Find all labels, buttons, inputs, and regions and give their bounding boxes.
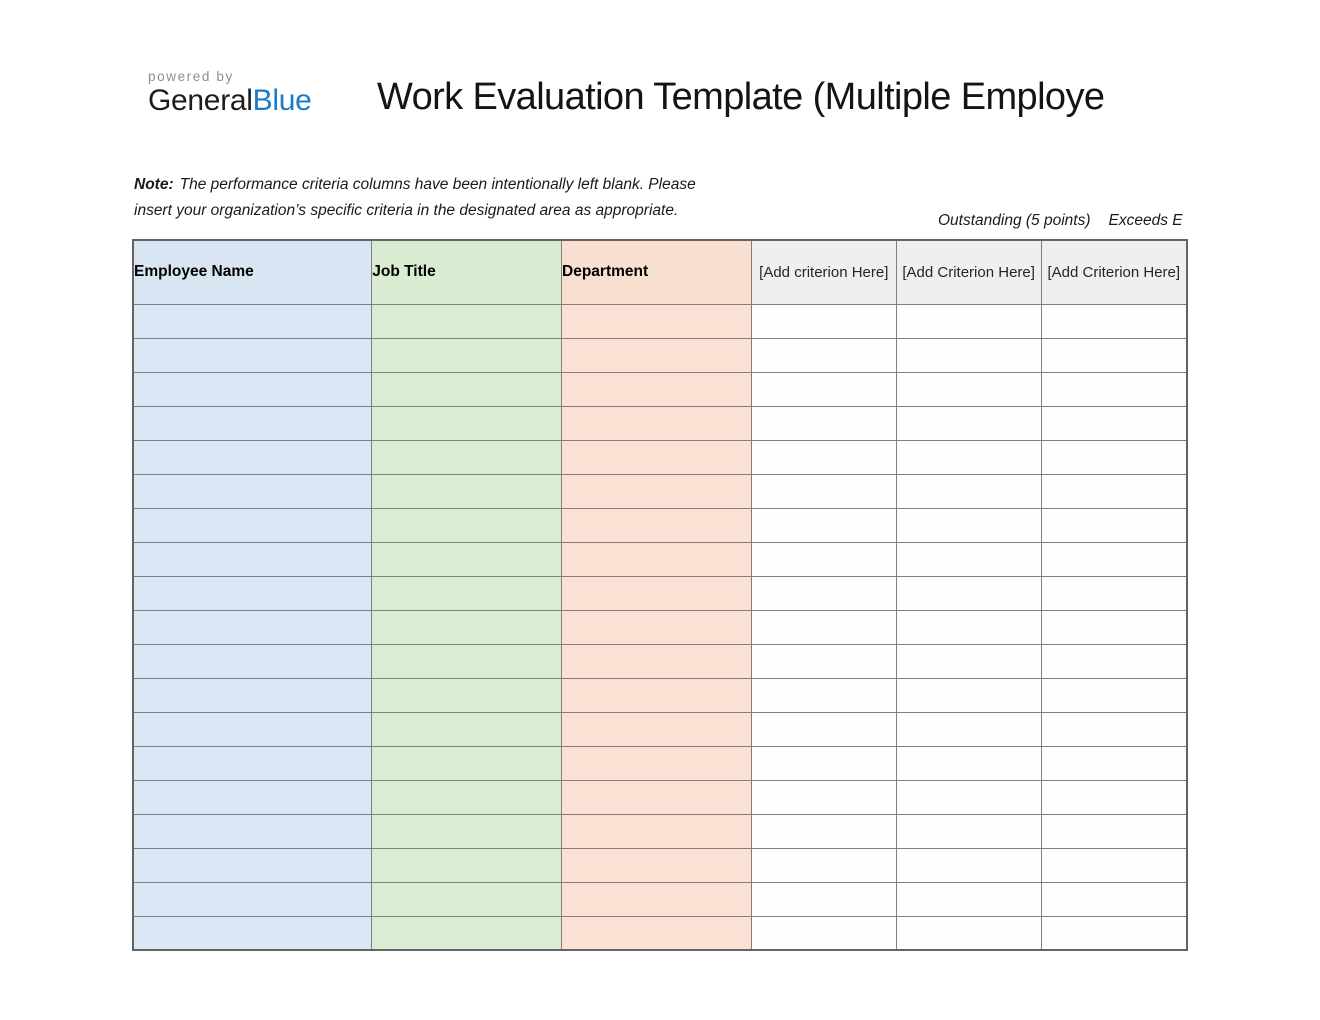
cell-employee-name[interactable] xyxy=(133,338,372,372)
cell-department[interactable] xyxy=(562,508,752,542)
note-line-2 xyxy=(134,198,696,224)
cell-criterion-3[interactable] xyxy=(1041,746,1187,780)
cell-criterion-3[interactable] xyxy=(1041,372,1187,406)
cell-criterion-1[interactable] xyxy=(751,508,896,542)
cell-criterion-1[interactable] xyxy=(751,610,896,644)
cell-criterion-3[interactable] xyxy=(1041,542,1187,576)
cell-criterion-2[interactable] xyxy=(896,440,1041,474)
cell-criterion-1[interactable] xyxy=(751,712,896,746)
logo xyxy=(148,69,312,117)
cell-criterion-2[interactable] xyxy=(896,916,1041,950)
cell-employee-name[interactable] xyxy=(133,406,372,440)
cell-criterion-1[interactable] xyxy=(751,576,896,610)
cell-criterion-3[interactable] xyxy=(1041,848,1187,882)
cell-department[interactable] xyxy=(562,610,752,644)
cell-department[interactable] xyxy=(562,678,752,712)
cell-job-title[interactable] xyxy=(372,338,562,372)
cell-criterion-3[interactable] xyxy=(1041,304,1187,338)
cell-criterion-3[interactable] xyxy=(1041,916,1187,950)
table-row xyxy=(133,372,1187,406)
cell-criterion-3[interactable] xyxy=(1041,814,1187,848)
table-row xyxy=(133,338,1187,372)
cell-job-title[interactable] xyxy=(372,746,562,780)
cell-criterion-1[interactable] xyxy=(751,542,896,576)
table-row xyxy=(133,848,1187,882)
cell-job-title[interactable] xyxy=(372,372,562,406)
cell-criterion-2[interactable] xyxy=(896,576,1041,610)
cell-job-title[interactable] xyxy=(372,916,562,950)
logo-powered-by: powered by xyxy=(148,69,234,84)
cell-department[interactable] xyxy=(562,848,752,882)
cell-criterion-3[interactable] xyxy=(1041,576,1187,610)
table-row xyxy=(133,304,1187,338)
cell-criterion-1[interactable] xyxy=(751,678,896,712)
cell-employee-name[interactable] xyxy=(133,576,372,610)
cell-criterion-2[interactable] xyxy=(896,746,1041,780)
cell-job-title[interactable] xyxy=(372,848,562,882)
cell-criterion-3[interactable] xyxy=(1041,678,1187,712)
cell-criterion-3[interactable] xyxy=(1041,644,1187,678)
cell-criterion-2[interactable] xyxy=(896,848,1041,882)
cell-department[interactable] xyxy=(562,712,752,746)
cell-job-title[interactable] xyxy=(372,610,562,644)
logo-brand-blue: Blue xyxy=(252,84,312,117)
cell-criterion-3[interactable] xyxy=(1041,712,1187,746)
note-line-1-text: The performance criteria columns have been intentionally left blank. Please xyxy=(179,176,696,193)
page-title: Work Evaluation Template (Multiple Employe xyxy=(377,76,1105,118)
cell-criterion-1[interactable] xyxy=(751,406,896,440)
cell-department[interactable] xyxy=(562,746,752,780)
cell-employee-name[interactable] xyxy=(133,508,372,542)
cell-employee-name[interactable] xyxy=(133,678,372,712)
cell-employee-name[interactable] xyxy=(133,848,372,882)
cell-department[interactable] xyxy=(562,406,752,440)
table-row xyxy=(133,406,1187,440)
cell-department[interactable] xyxy=(562,338,752,372)
table-row xyxy=(133,814,1187,848)
cell-employee-name[interactable] xyxy=(133,916,372,950)
cell-department[interactable] xyxy=(562,882,752,916)
cell-department[interactable] xyxy=(562,474,752,508)
cell-employee-name[interactable] xyxy=(133,440,372,474)
table-row xyxy=(133,644,1187,678)
header-cell-criterion-2[interactable]: [Add Criterion Here] xyxy=(896,240,1041,304)
cell-job-title[interactable] xyxy=(372,542,562,576)
cell-department[interactable] xyxy=(562,916,752,950)
cell-criterion-1[interactable] xyxy=(751,882,896,916)
note-label: Note: xyxy=(134,176,174,193)
cell-job-title[interactable] xyxy=(372,882,562,916)
cell-employee-name[interactable] xyxy=(133,712,372,746)
cell-criterion-3[interactable] xyxy=(1041,508,1187,542)
table-row xyxy=(133,576,1187,610)
cell-criterion-1[interactable] xyxy=(751,474,896,508)
cell-criterion-3[interactable] xyxy=(1041,338,1187,372)
cell-criterion-2[interactable] xyxy=(896,338,1041,372)
table-wrap xyxy=(132,239,1188,951)
cell-criterion-2[interactable] xyxy=(896,542,1041,576)
cell-employee-name[interactable] xyxy=(133,814,372,848)
cell-job-title[interactable] xyxy=(372,678,562,712)
table-row xyxy=(133,780,1187,814)
cell-criterion-3[interactable] xyxy=(1041,780,1187,814)
table-row xyxy=(133,882,1187,916)
cell-criterion-3[interactable] xyxy=(1041,474,1187,508)
table-row xyxy=(133,474,1187,508)
table-row xyxy=(133,610,1187,644)
cell-employee-name[interactable] xyxy=(133,644,372,678)
table-row xyxy=(133,508,1187,542)
cell-employee-name[interactable] xyxy=(133,780,372,814)
cell-job-title[interactable] xyxy=(372,406,562,440)
cell-department[interactable] xyxy=(562,644,752,678)
cell-department[interactable] xyxy=(562,576,752,610)
cell-department[interactable] xyxy=(562,780,752,814)
cell-criterion-1[interactable] xyxy=(751,644,896,678)
cell-criterion-1[interactable] xyxy=(751,304,896,338)
cell-criterion-1[interactable] xyxy=(751,746,896,780)
cell-criterion-3[interactable] xyxy=(1041,882,1187,916)
cell-criterion-2[interactable] xyxy=(896,712,1041,746)
table-head xyxy=(133,240,1187,304)
cell-criterion-2[interactable] xyxy=(896,610,1041,644)
cell-job-title[interactable] xyxy=(372,780,562,814)
cell-department[interactable] xyxy=(562,304,752,338)
cell-department[interactable] xyxy=(562,814,752,848)
cell-criterion-2[interactable] xyxy=(896,508,1041,542)
header-cell-job-title[interactable]: Job Title xyxy=(372,240,562,304)
table-row xyxy=(133,440,1187,474)
header-cell-employee-name[interactable]: Employee Name xyxy=(133,240,372,304)
header-row xyxy=(133,240,1187,304)
rating-outstanding: Outstanding (5 points) xyxy=(938,212,1091,229)
rating-exceeds-partial: Exceeds E xyxy=(1108,212,1183,229)
cell-criterion-3[interactable] xyxy=(1041,406,1187,440)
cell-job-title[interactable] xyxy=(372,712,562,746)
header-cell-department[interactable]: Department xyxy=(562,240,752,304)
cell-criterion-1[interactable] xyxy=(751,780,896,814)
table-row xyxy=(133,712,1187,746)
cell-criterion-1[interactable] xyxy=(751,848,896,882)
table-row xyxy=(133,542,1187,576)
rating-scale xyxy=(938,212,1183,230)
cell-employee-name[interactable] xyxy=(133,610,372,644)
cell-criterion-2[interactable] xyxy=(896,304,1041,338)
table-row xyxy=(133,678,1187,712)
cell-criterion-2[interactable] xyxy=(896,372,1041,406)
cell-job-title[interactable] xyxy=(372,304,562,338)
cell-job-title[interactable] xyxy=(372,814,562,848)
cell-employee-name[interactable] xyxy=(133,746,372,780)
cell-criterion-3[interactable] xyxy=(1041,440,1187,474)
cell-criterion-1[interactable] xyxy=(751,814,896,848)
cell-criterion-2[interactable] xyxy=(896,644,1041,678)
note-line-2-text: insert your organization’s specific criteria in the designated area as appropriate. xyxy=(134,202,679,219)
cell-department[interactable] xyxy=(562,440,752,474)
cell-criterion-1[interactable] xyxy=(751,916,896,950)
cell-criterion-1[interactable] xyxy=(751,372,896,406)
cell-job-title[interactable] xyxy=(372,474,562,508)
cell-criterion-2[interactable] xyxy=(896,814,1041,848)
cell-employee-name[interactable] xyxy=(133,372,372,406)
cell-department[interactable] xyxy=(562,542,752,576)
logo-brand xyxy=(148,85,312,117)
cell-criterion-3[interactable] xyxy=(1041,610,1187,644)
cell-job-title[interactable] xyxy=(372,440,562,474)
cell-department[interactable] xyxy=(562,372,752,406)
note-text xyxy=(134,172,696,224)
cell-job-title[interactable] xyxy=(372,508,562,542)
header-cell-criterion-3[interactable]: [Add Criterion Here] xyxy=(1041,240,1187,304)
note-line-1 xyxy=(134,172,696,198)
cell-criterion-2[interactable] xyxy=(896,882,1041,916)
cell-job-title[interactable] xyxy=(372,576,562,610)
cell-employee-name[interactable] xyxy=(133,474,372,508)
cell-criterion-2[interactable] xyxy=(896,678,1041,712)
logo-brand-general: General xyxy=(148,84,253,117)
cell-criterion-2[interactable] xyxy=(896,474,1041,508)
table-body xyxy=(133,304,1187,950)
table-row xyxy=(133,746,1187,780)
header-cell-criterion-1[interactable]: [Add criterion Here] xyxy=(751,240,896,304)
cell-employee-name[interactable] xyxy=(133,882,372,916)
cell-employee-name[interactable] xyxy=(133,304,372,338)
cell-criterion-1[interactable] xyxy=(751,440,896,474)
cell-criterion-2[interactable] xyxy=(896,406,1041,440)
table-row xyxy=(133,916,1187,950)
cell-employee-name[interactable] xyxy=(133,542,372,576)
cell-criterion-2[interactable] xyxy=(896,780,1041,814)
evaluation-table xyxy=(132,239,1188,951)
cell-criterion-1[interactable] xyxy=(751,338,896,372)
cell-job-title[interactable] xyxy=(372,644,562,678)
